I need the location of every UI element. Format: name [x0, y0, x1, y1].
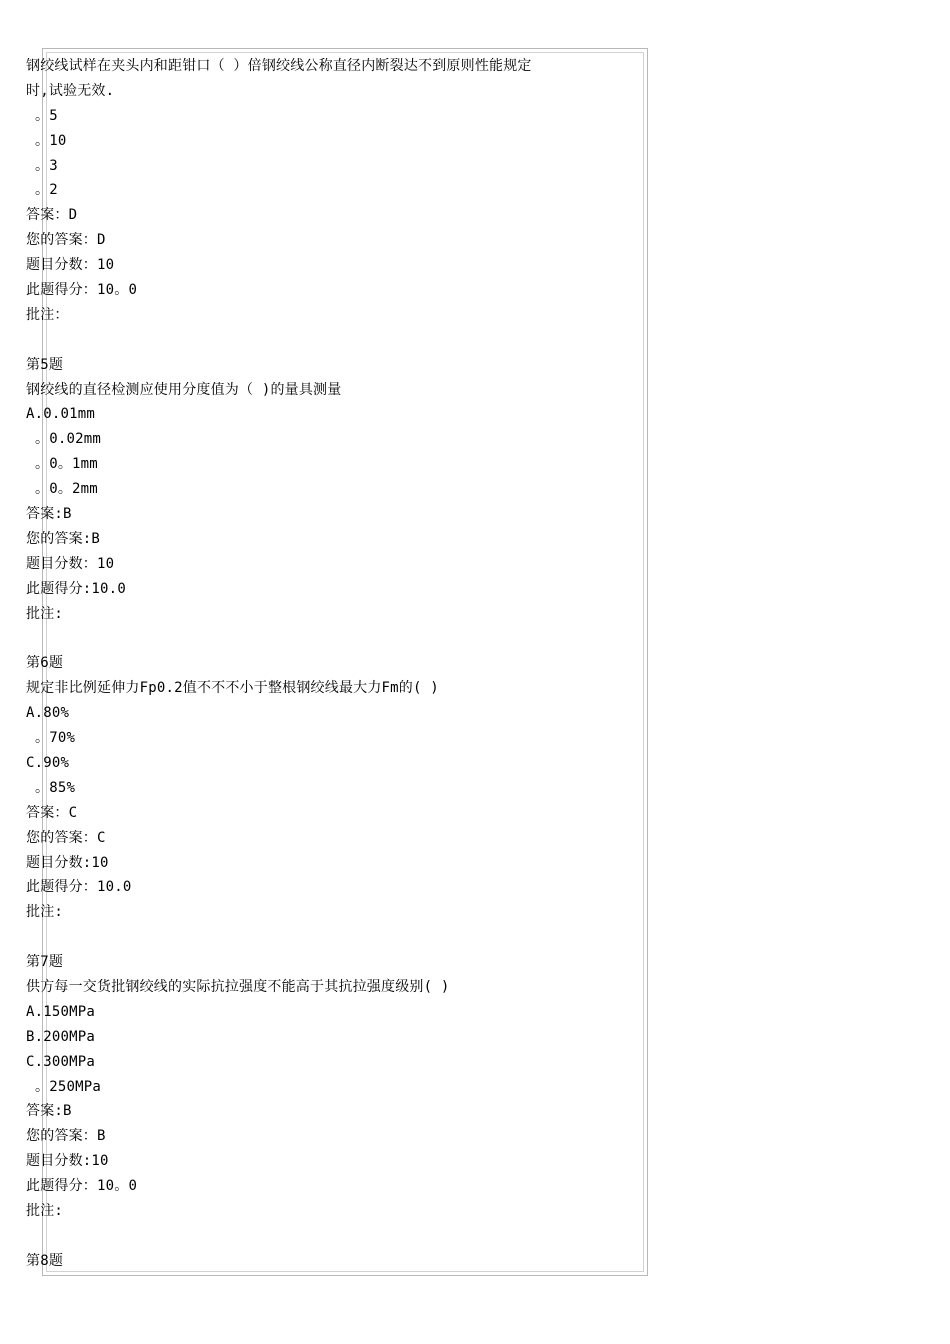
q5-option-1[interactable]: A.0.01mm	[26, 406, 96, 423]
q5-option-2[interactable]: 。0.02mm	[35, 431, 101, 448]
q4-earned: 此题得分：10。0	[26, 282, 138, 299]
q6-option-3[interactable]: C.90%	[26, 754, 70, 771]
q4-option-2[interactable]: 。10	[35, 132, 67, 149]
q7-option-1[interactable]: A.150MPa	[26, 1003, 96, 1020]
q5-earned: 此题得分:10.0	[26, 580, 126, 597]
spacer	[26, 1224, 656, 1249]
q7-your-answer: 您的答案：B	[26, 1128, 106, 1145]
q4-note: 批注：	[26, 306, 69, 323]
q4-option-1[interactable]: 。5	[35, 107, 58, 124]
q7-option-2[interactable]: B.200MPa	[26, 1028, 96, 1045]
q8-heading: 第8题	[26, 1252, 64, 1269]
q5-option-4[interactable]: 。0。2mm	[35, 481, 98, 498]
q6-score: 题目分数:10	[26, 854, 109, 871]
q4-option-3[interactable]: 。3	[35, 157, 58, 174]
spacer	[26, 626, 656, 651]
q6-heading: 第6题	[26, 655, 64, 672]
q6-your-answer: 您的答案：C	[26, 829, 106, 846]
q7-option-3[interactable]: C.300MPa	[26, 1053, 96, 1070]
q4-option-4[interactable]: 。2	[35, 182, 58, 199]
q7-earned: 此题得分：10。0	[26, 1178, 138, 1195]
q4-text-line2: 时,试验无效.	[26, 82, 115, 99]
spacer	[26, 328, 656, 353]
q4-your-answer: 您的答案：D	[26, 232, 106, 249]
q5-score: 题目分数：10	[26, 555, 115, 572]
q6-option-2[interactable]: 。70%	[35, 730, 76, 747]
q6-earned: 此题得分：10.0	[26, 879, 132, 896]
q4-score: 题目分数：10	[26, 257, 115, 274]
q6-answer: 答案：C	[26, 804, 78, 821]
q6-text: 规定非比例延伸力Fp0.2值不不不小于整根钢绞线最大力Fm的( )	[26, 680, 439, 697]
q4-text-line1: 钢绞线试样在夹头内和距钳口（ ）倍钢绞线公称直径内断裂达不到原则性能规定	[26, 58, 532, 74]
q5-heading: 第5题	[26, 356, 64, 373]
q7-answer: 答案:B	[26, 1103, 72, 1120]
q5-your-answer: 您的答案:B	[26, 530, 101, 547]
q4-answer: 答案：D	[26, 207, 78, 224]
q6-option-1[interactable]: A.80%	[26, 705, 70, 722]
q5-note: 批注:	[26, 605, 64, 622]
q7-text: 供方每一交货批钢绞线的实际抗拉强度不能高于其抗拉强度级别( )	[26, 978, 450, 995]
spacer	[26, 925, 656, 950]
q7-option-4[interactable]: 。250MPa	[35, 1078, 101, 1095]
q6-option-4[interactable]: 。85%	[35, 779, 76, 796]
q5-answer: 答案:B	[26, 506, 72, 523]
q7-heading: 第7题	[26, 954, 64, 971]
q7-score: 题目分数:10	[26, 1153, 109, 1170]
q5-option-3[interactable]: 。0。1mm	[35, 456, 98, 473]
document-content	[26, 54, 656, 1274]
q7-note: 批注:	[26, 1202, 64, 1219]
q6-note: 批注:	[26, 904, 64, 921]
q5-text: 钢绞线的直径检测应使用分度值为（ )的量具测量	[26, 381, 342, 398]
